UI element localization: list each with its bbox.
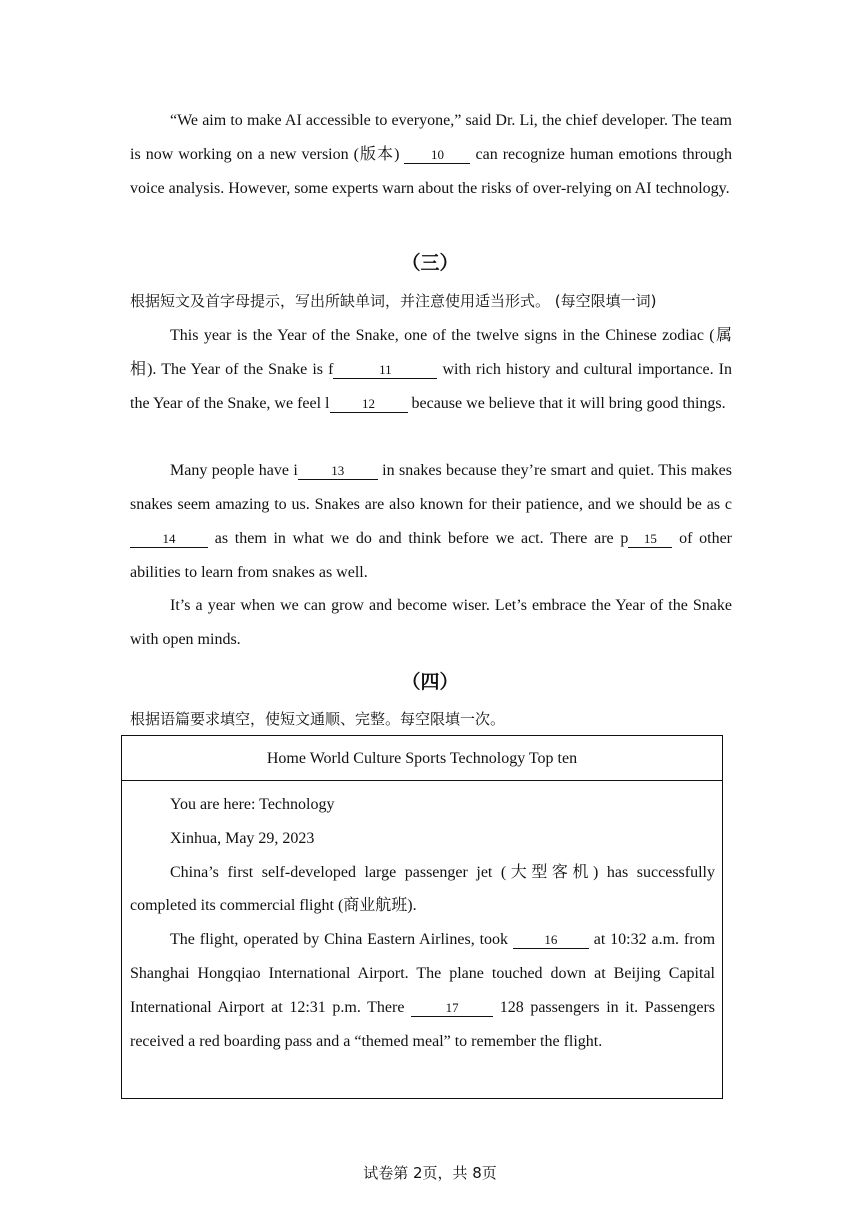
- section-4-heading: （四）: [401, 671, 459, 693]
- section-3-paragraph-2: Many people have i 13 in snakes because they’re smart and quiet. This makes snakes seem amazing to us. Snakes are also known for their patience, and we should be as c14 as them in what we do and think before we act. There are p 15 of other abilities to learn from snakes as well.: [130, 462, 732, 581]
- blank-13[interactable]: 13: [298, 463, 378, 480]
- dateline: Xinhua, May 29, 2023: [170, 829, 315, 847]
- site-navigation: Home World Culture Sports Technology Top ten: [122, 736, 722, 781]
- news-article-box: [121, 735, 723, 1099]
- blank-16[interactable]: 16: [513, 932, 589, 949]
- blank-10[interactable]: 10: [404, 147, 470, 164]
- section-3-paragraph-3: It’s a year when we can grow and become wiser. Let’s embrace the Year of the Snake with open minds.: [130, 597, 732, 648]
- blank-15[interactable]: 15: [628, 531, 672, 548]
- section-3-heading: （三）: [401, 252, 459, 274]
- blank-12[interactable]: 12: [330, 396, 408, 413]
- article-body: [122, 781, 722, 1058]
- article-paragraph-2: The flight, operated by China Eastern Airlines, took 16 at 10:32 a.m. from Shanghai Hongqiao International Airport. The plane touched down at Beijing Capital International Airport at 12:31 p.m. There 17 128 passengers in it. Passengers received a red boarding pass and a “themed meal” to remember the flight.: [130, 931, 716, 1050]
- section-3-paragraph-1: This year is the Year of the Snake, one of the twelve signs in the Chinese zodiac (属相). The Year of the Snake is f 11 with rich history and cultural importance. In the Year of the Snake, we feel l 12 because we believe that it will bring good things.: [130, 327, 732, 412]
- article-paragraph-1: China’s first self-developed large passenger jet (大型客机) has successfully completed its commercial flight (商业航班).: [130, 863, 715, 915]
- blank-14[interactable]: 14: [130, 531, 208, 548]
- blank-11[interactable]: 11: [333, 362, 437, 379]
- page-footer: 试卷第 2页，共 8页: [363, 1164, 497, 1182]
- breadcrumb: You are here: Technology: [170, 796, 335, 813]
- blank-17[interactable]: 17: [411, 1000, 493, 1017]
- section-3-instruction: 根据短文及首字母提示，写出所缺单词，并注意使用适当形式。 (每空限填一词): [130, 292, 657, 310]
- passage-paragraph: “We aim to make AI accessible to everyone,” said Dr. Li, the chief developer. The team is now working on a new version (版本) 10 can recognize human emotions through voice analysis. However, some experts warn about the risks of over-relying on AI technology.: [130, 112, 732, 197]
- section-4-instruction: 根据语篇要求填空，使短文通顺、完整。每空限填一次。: [130, 710, 506, 728]
